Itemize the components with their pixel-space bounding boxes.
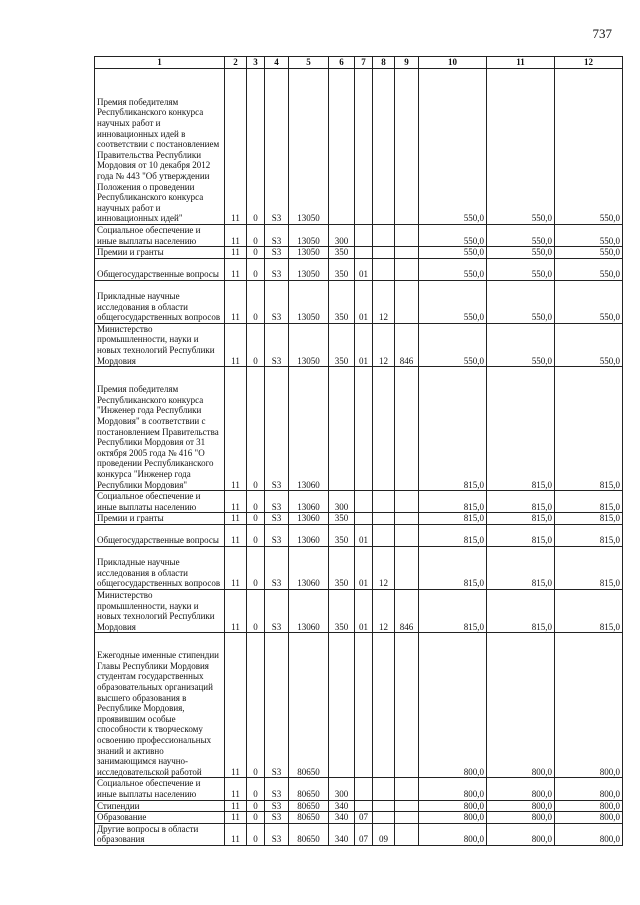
amount-year-1: 800,0 (419, 633, 487, 778)
table-row (95, 812, 623, 824)
section-code: 11 (225, 280, 247, 323)
ministry-code (395, 823, 419, 845)
column-header: 11 (487, 57, 555, 69)
amount-year-1: 550,0 (419, 258, 487, 280)
subsection-code: 0 (247, 513, 265, 525)
chapter-code: 07 (355, 823, 373, 845)
column-header: 2 (225, 57, 247, 69)
page-number: 737 (592, 26, 612, 41)
subchapter-code: 12 (373, 546, 395, 589)
row-description: Социальное обеспечение и иные выплаты населению (95, 778, 225, 800)
target-code: 13060 (289, 546, 329, 589)
ministry-code (395, 513, 419, 525)
amount-year-3: 550,0 (555, 247, 623, 259)
amount-year-3: 800,0 (555, 778, 623, 800)
section-code: 11 (225, 800, 247, 812)
section-code: 11 (225, 367, 247, 491)
ministry-code (395, 800, 419, 812)
amount-year-2: 815,0 (487, 546, 555, 589)
program-code: S3 (265, 69, 289, 225)
ministry-code (395, 69, 419, 225)
ministry-code (395, 225, 419, 247)
expense-type (329, 69, 355, 225)
target-code: 13050 (289, 280, 329, 323)
row-description: Премии и гранты (95, 247, 225, 259)
subsection-code: 0 (247, 280, 265, 323)
subchapter-code (373, 812, 395, 824)
chapter-code (355, 247, 373, 259)
table-row (95, 491, 623, 513)
amount-year-1: 550,0 (419, 323, 487, 366)
chapter-code (355, 800, 373, 812)
chapter-code: 01 (355, 323, 373, 366)
chapter-code: 07 (355, 812, 373, 824)
table-row (95, 823, 623, 845)
expense-type (329, 367, 355, 491)
subchapter-code (373, 491, 395, 513)
section-code: 11 (225, 513, 247, 525)
subsection-code: 0 (247, 258, 265, 280)
amount-year-2: 800,0 (487, 823, 555, 845)
amount-year-2: 550,0 (487, 247, 555, 259)
expense-type: 350 (329, 258, 355, 280)
table-header-row (95, 57, 623, 69)
subsection-code: 0 (247, 589, 265, 632)
row-description: Премии и гранты (95, 513, 225, 525)
program-code: S3 (265, 823, 289, 845)
target-code: 80650 (289, 778, 329, 800)
subsection-code: 0 (247, 367, 265, 491)
amount-year-3: 815,0 (555, 491, 623, 513)
program-code: S3 (265, 491, 289, 513)
expense-type: 300 (329, 491, 355, 513)
ministry-code (395, 258, 419, 280)
column-header: 9 (395, 57, 419, 69)
row-description: Министерство промышленности, науки и новых технологий Республики Мордовия (95, 589, 225, 632)
row-description: Общегосударственные вопросы (95, 258, 225, 280)
program-code: S3 (265, 589, 289, 632)
amount-year-3: 800,0 (555, 823, 623, 845)
section-code: 11 (225, 778, 247, 800)
amount-year-1: 815,0 (419, 367, 487, 491)
amount-year-3: 800,0 (555, 633, 623, 778)
amount-year-1: 800,0 (419, 778, 487, 800)
subchapter-code: 12 (373, 323, 395, 366)
ministry-code (395, 524, 419, 546)
amount-year-3: 815,0 (555, 589, 623, 632)
target-code: 13050 (289, 258, 329, 280)
table-row (95, 633, 623, 778)
expense-type (329, 633, 355, 778)
subsection-code: 0 (247, 800, 265, 812)
ministry-code (395, 367, 419, 491)
amount-year-3: 815,0 (555, 513, 623, 525)
amount-year-2: 800,0 (487, 633, 555, 778)
subsection-code: 0 (247, 69, 265, 225)
amount-year-3: 815,0 (555, 524, 623, 546)
expense-type: 340 (329, 823, 355, 845)
table-row (95, 225, 623, 247)
ministry-code (395, 812, 419, 824)
amount-year-2: 550,0 (487, 69, 555, 225)
chapter-code: 01 (355, 546, 373, 589)
program-code: S3 (265, 812, 289, 824)
table-row (95, 280, 623, 323)
amount-year-3: 550,0 (555, 258, 623, 280)
program-code: S3 (265, 513, 289, 525)
expense-type: 350 (329, 524, 355, 546)
amount-year-1: 815,0 (419, 524, 487, 546)
column-header: 5 (289, 57, 329, 69)
amount-year-1: 815,0 (419, 491, 487, 513)
amount-year-1: 550,0 (419, 225, 487, 247)
subchapter-code: 09 (373, 823, 395, 845)
column-header: 8 (373, 57, 395, 69)
chapter-code (355, 367, 373, 491)
table-row (95, 513, 623, 525)
subchapter-code (373, 69, 395, 225)
subsection-code: 0 (247, 247, 265, 259)
program-code: S3 (265, 367, 289, 491)
section-code: 11 (225, 225, 247, 247)
program-code: S3 (265, 778, 289, 800)
table-row (95, 367, 623, 491)
row-description: Прикладные научные исследования в области общегосударственных вопросов (95, 546, 225, 589)
chapter-code: 01 (355, 280, 373, 323)
target-code: 13060 (289, 367, 329, 491)
target-code: 13050 (289, 247, 329, 259)
target-code: 13050 (289, 323, 329, 366)
chapter-code: 01 (355, 524, 373, 546)
row-description: Премия победителям Республиканского конкурса научных работ и инновационных идей в соответствии с постановлением Правительства Республики Мордовия от 10 декабря 2012 года № 443 "Об утверждении Положения о проведении Республиканского конкурса научных работ и инновационных идей" (95, 69, 225, 225)
subchapter-code (373, 524, 395, 546)
amount-year-1: 800,0 (419, 823, 487, 845)
column-header: 10 (419, 57, 487, 69)
expense-type: 350 (329, 546, 355, 589)
section-code: 11 (225, 323, 247, 366)
program-code: S3 (265, 800, 289, 812)
chapter-code (355, 633, 373, 778)
table-row (95, 524, 623, 546)
amount-year-2: 550,0 (487, 280, 555, 323)
amount-year-2: 550,0 (487, 258, 555, 280)
subsection-code: 0 (247, 823, 265, 845)
program-code: S3 (265, 225, 289, 247)
chapter-code (355, 225, 373, 247)
subchapter-code: 12 (373, 589, 395, 632)
table-row (95, 69, 623, 225)
chapter-code (355, 513, 373, 525)
row-description: Министерство промышленности, науки и новых технологий Республики Мордовия (95, 323, 225, 366)
chapter-code (355, 778, 373, 800)
amount-year-1: 800,0 (419, 800, 487, 812)
column-header: 1 (95, 57, 225, 69)
section-code: 11 (225, 589, 247, 632)
table-row (95, 800, 623, 812)
subchapter-code (373, 778, 395, 800)
expense-type: 350 (329, 280, 355, 323)
amount-year-2: 800,0 (487, 778, 555, 800)
row-description: Стипендии (95, 800, 225, 812)
amount-year-1: 815,0 (419, 589, 487, 632)
program-code: S3 (265, 323, 289, 366)
table-row (95, 589, 623, 632)
target-code: 80650 (289, 633, 329, 778)
amount-year-3: 815,0 (555, 367, 623, 491)
ministry-code (395, 633, 419, 778)
chapter-code (355, 69, 373, 225)
program-code: S3 (265, 633, 289, 778)
amount-year-2: 800,0 (487, 812, 555, 824)
ministry-code (395, 491, 419, 513)
amount-year-1: 815,0 (419, 513, 487, 525)
target-code: 13060 (289, 491, 329, 513)
target-code: 80650 (289, 800, 329, 812)
subsection-code: 0 (247, 546, 265, 589)
table-row (95, 247, 623, 259)
row-description: Прикладные научные исследования в области общегосударственных вопросов (95, 280, 225, 323)
section-code: 11 (225, 258, 247, 280)
row-description: Другие вопросы в области образования (95, 823, 225, 845)
target-code: 80650 (289, 823, 329, 845)
table-row (95, 546, 623, 589)
amount-year-3: 800,0 (555, 812, 623, 824)
subchapter-code: 12 (373, 280, 395, 323)
row-description: Социальное обеспечение и иные выплаты населению (95, 491, 225, 513)
row-description: Образование (95, 812, 225, 824)
chapter-code (355, 491, 373, 513)
program-code: S3 (265, 247, 289, 259)
subchapter-code (373, 513, 395, 525)
section-code: 11 (225, 812, 247, 824)
budget-table (94, 56, 623, 846)
amount-year-2: 815,0 (487, 524, 555, 546)
amount-year-3: 550,0 (555, 323, 623, 366)
subsection-code: 0 (247, 225, 265, 247)
amount-year-3: 800,0 (555, 800, 623, 812)
ministry-code: 846 (395, 589, 419, 632)
expense-type: 340 (329, 812, 355, 824)
amount-year-1: 550,0 (419, 69, 487, 225)
amount-year-3: 550,0 (555, 225, 623, 247)
row-description: Ежегодные именные стипендии Главы Республики Мордовия студентам государственных образовательных организаций высшего образования в Республике Мордовия, проявившим особые способности к творческому освоению профессиональных знаний и активно занимающимся научно-исследовательской работой (95, 633, 225, 778)
expense-type: 350 (329, 513, 355, 525)
amount-year-2: 815,0 (487, 513, 555, 525)
expense-type: 300 (329, 225, 355, 247)
amount-year-2: 800,0 (487, 800, 555, 812)
column-header: 12 (555, 57, 623, 69)
section-code: 11 (225, 247, 247, 259)
subsection-code: 0 (247, 524, 265, 546)
ministry-code (395, 280, 419, 323)
expense-type: 350 (329, 323, 355, 366)
expense-type: 350 (329, 247, 355, 259)
amount-year-3: 815,0 (555, 546, 623, 589)
ministry-code: 846 (395, 323, 419, 366)
chapter-code: 01 (355, 258, 373, 280)
table-row (95, 778, 623, 800)
target-code: 13060 (289, 524, 329, 546)
expense-type: 300 (329, 778, 355, 800)
target-code: 13060 (289, 513, 329, 525)
subchapter-code (373, 225, 395, 247)
subsection-code: 0 (247, 633, 265, 778)
subsection-code: 0 (247, 812, 265, 824)
section-code: 11 (225, 823, 247, 845)
ministry-code (395, 546, 419, 589)
amount-year-1: 815,0 (419, 546, 487, 589)
column-header: 6 (329, 57, 355, 69)
subchapter-code (373, 367, 395, 491)
section-code: 11 (225, 633, 247, 778)
program-code: S3 (265, 280, 289, 323)
section-code: 11 (225, 69, 247, 225)
subchapter-code (373, 633, 395, 778)
section-code: 11 (225, 491, 247, 513)
table-row (95, 258, 623, 280)
subsection-code: 0 (247, 323, 265, 366)
target-code: 13060 (289, 589, 329, 632)
subchapter-code (373, 258, 395, 280)
ministry-code (395, 247, 419, 259)
column-header: 7 (355, 57, 373, 69)
program-code: S3 (265, 524, 289, 546)
target-code: 80650 (289, 812, 329, 824)
target-code: 13050 (289, 225, 329, 247)
column-header: 3 (247, 57, 265, 69)
program-code: S3 (265, 546, 289, 589)
subsection-code: 0 (247, 491, 265, 513)
row-description: Премия победителям Республиканского конкурса "Инженер года Республики Мордовия" в соответствии с постановлением Правительства Республики Мордовия от 31 октября 2005 года № 416 "О проведении Республиканского конкурса "Инженер года Республики Мордовия" (95, 367, 225, 491)
section-code: 11 (225, 524, 247, 546)
subsection-code: 0 (247, 778, 265, 800)
row-description: Социальное обеспечение и иные выплаты населению (95, 225, 225, 247)
amount-year-1: 800,0 (419, 812, 487, 824)
expense-type: 340 (329, 800, 355, 812)
amount-year-2: 550,0 (487, 323, 555, 366)
chapter-code: 01 (355, 589, 373, 632)
amount-year-2: 550,0 (487, 225, 555, 247)
subchapter-code (373, 247, 395, 259)
section-code: 11 (225, 546, 247, 589)
target-code: 13050 (289, 69, 329, 225)
amount-year-1: 550,0 (419, 247, 487, 259)
subchapter-code (373, 800, 395, 812)
row-description: Общегосударственные вопросы (95, 524, 225, 546)
amount-year-2: 815,0 (487, 589, 555, 632)
ministry-code (395, 778, 419, 800)
table-row (95, 323, 623, 366)
amount-year-2: 815,0 (487, 491, 555, 513)
program-code: S3 (265, 258, 289, 280)
amount-year-1: 550,0 (419, 280, 487, 323)
expense-type: 350 (329, 589, 355, 632)
amount-year-3: 550,0 (555, 280, 623, 323)
amount-year-3: 550,0 (555, 69, 623, 225)
column-header: 4 (265, 57, 289, 69)
amount-year-2: 815,0 (487, 367, 555, 491)
